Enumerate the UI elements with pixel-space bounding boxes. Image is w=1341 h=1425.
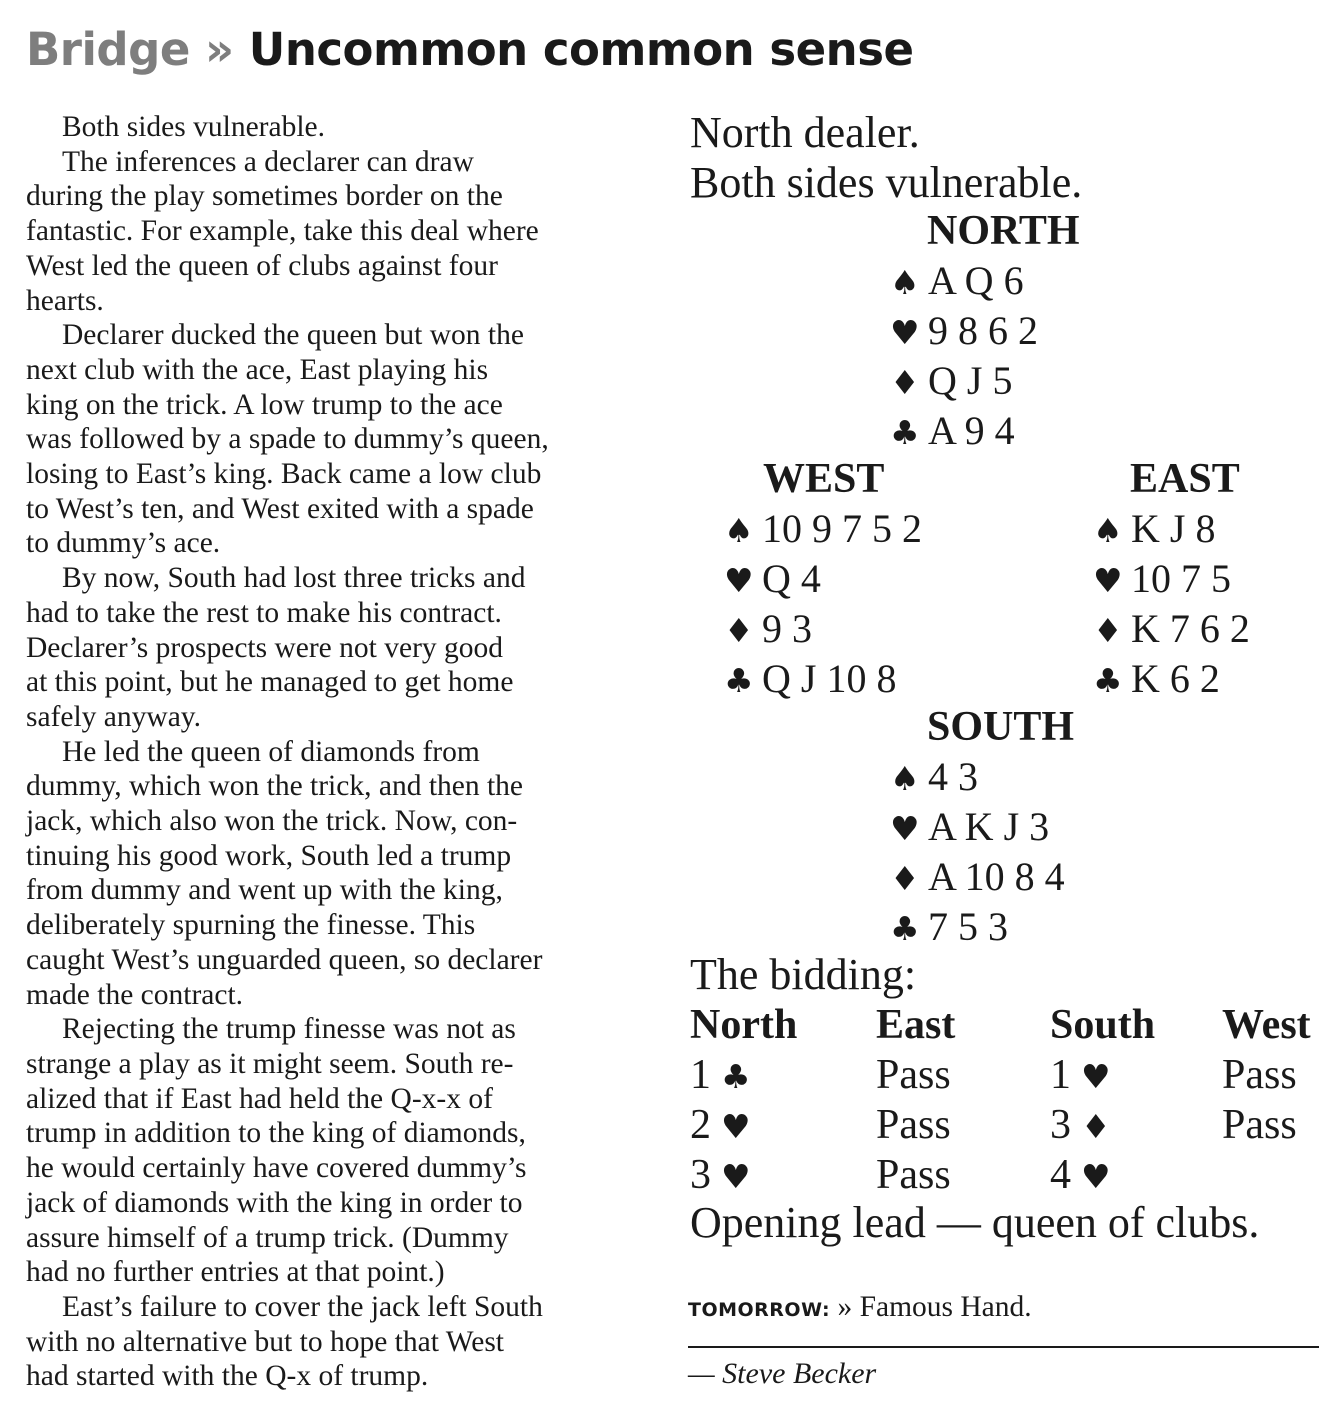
north-spades xyxy=(890,256,1024,308)
bid-south-2: 3 ♦ xyxy=(1050,1100,1111,1152)
west-hearts-cards: Q 4 xyxy=(762,556,821,601)
spade-icon: ♠ xyxy=(1093,511,1123,550)
west-spades-cards: 10 9 7 5 2 xyxy=(762,506,922,551)
heart-icon: ♥ xyxy=(1093,561,1123,600)
article-line: Declarer ducked the queen but won the xyxy=(62,319,524,352)
north-hearts xyxy=(890,306,1038,358)
article-line: made the contract. xyxy=(26,978,244,1011)
article-line: had started with the Q-x of trump. xyxy=(26,1360,429,1393)
article-line: West led the queen of clubs against four xyxy=(26,249,498,282)
article-line: He led the queen of diamonds from xyxy=(62,735,480,768)
club-icon: ♣ xyxy=(721,1057,751,1096)
bid-east-2: Pass xyxy=(876,1102,951,1148)
tomorrow-arrow: » xyxy=(837,1291,853,1323)
south-diamonds xyxy=(890,852,1065,904)
west-clubs-cards: Q J 10 8 xyxy=(762,656,897,701)
club-icon: ♣ xyxy=(724,661,754,700)
article-line: to dummy’s ace. xyxy=(26,527,221,560)
north-label: NORTH xyxy=(927,208,1080,254)
article-line: during the play sometimes border on the xyxy=(26,180,503,213)
east-diamonds xyxy=(1093,604,1250,656)
article-line: from dummy and went up with the king, xyxy=(26,874,503,907)
article-line: jack of diamonds with the king in order to xyxy=(26,1186,523,1219)
article-line: to West’s ten, and West exited with a spade xyxy=(26,492,534,525)
article-line: Declarer’s prospects were not very good xyxy=(26,631,504,664)
south-hearts-cards: A K J 3 xyxy=(928,804,1050,849)
west-diamonds xyxy=(724,604,812,656)
separator: » xyxy=(205,23,234,76)
bid-north-1: 1 ♣ xyxy=(690,1050,751,1102)
east-diamonds-cards: K 7 6 2 xyxy=(1131,606,1250,651)
article-line: The inferences a declarer can draw xyxy=(62,145,474,178)
tomorrow-teaser xyxy=(688,1290,1032,1327)
south-spades-cards: 4 3 xyxy=(928,754,978,799)
east-clubs xyxy=(1093,654,1220,706)
divider-rule xyxy=(688,1346,1319,1348)
bid-east-1: Pass xyxy=(876,1052,951,1098)
south-clubs-cards: 7 5 3 xyxy=(928,904,1008,949)
article-line: deliberately spurning the finesse. This xyxy=(26,909,476,942)
dealer-line: North dealer. xyxy=(690,108,920,157)
article-line: By now, South had lost three tricks and xyxy=(62,562,526,595)
article-line: king on the trick. A low trump to the ace xyxy=(26,388,503,421)
south-clubs xyxy=(890,902,1008,954)
article-line: jack, which also won the trick. Now, con- xyxy=(26,805,518,838)
north-diamonds xyxy=(890,356,1012,408)
west-hearts xyxy=(724,554,821,606)
article-line: hearts. xyxy=(26,284,104,317)
diamond-icon: ♦ xyxy=(724,611,754,650)
north-hearts-cards: 9 8 6 2 xyxy=(928,308,1038,353)
bid-south-1: 1 ♥ xyxy=(1050,1050,1111,1102)
east-hearts xyxy=(1093,554,1231,606)
article-line: with no alternative but to hope that West xyxy=(26,1325,504,1358)
article-line: safely anyway. xyxy=(26,700,202,733)
west-label: WEST xyxy=(763,456,885,502)
heart-icon: ♥ xyxy=(890,313,920,352)
article-line: assure himself of a trump trick. (Dummy xyxy=(26,1221,509,1254)
article-line: Both sides vulnerable. xyxy=(62,111,325,143)
north-spades-cards: A Q 6 xyxy=(928,258,1024,303)
opening-lead: Opening lead — queen of clubs. xyxy=(690,1198,1260,1247)
article-line: alized that if East had held the Q-x-x of xyxy=(26,1082,493,1115)
north-clubs-cards: A 9 4 xyxy=(928,408,1015,453)
article-line: had no further entries at that point.) xyxy=(26,1256,445,1289)
heart-icon: ♥ xyxy=(724,561,754,600)
section-name: Bridge xyxy=(26,23,190,76)
headline xyxy=(26,22,914,78)
article-line: East’s failure to cover the jack left South xyxy=(62,1290,543,1323)
club-icon: ♣ xyxy=(1093,661,1123,700)
heart-icon: ♥ xyxy=(1081,1157,1111,1196)
byline: — Steve Becker xyxy=(688,1357,877,1390)
spade-icon: ♠ xyxy=(890,759,920,798)
bid-east-3: Pass xyxy=(876,1152,951,1198)
south-hearts xyxy=(890,802,1049,854)
west-clubs xyxy=(724,654,896,706)
club-icon: ♣ xyxy=(890,413,920,452)
bid-header-south: South xyxy=(1050,1002,1156,1048)
diamond-icon: ♦ xyxy=(1093,611,1123,650)
spade-icon: ♠ xyxy=(724,511,754,550)
bid-header-west: West xyxy=(1222,1002,1311,1048)
east-hearts-cards: 10 7 5 xyxy=(1131,556,1231,601)
bid-west-2: Pass xyxy=(1222,1102,1297,1148)
article-title: Uncommon common sense xyxy=(248,23,914,76)
article-body xyxy=(26,110,666,1394)
north-diamonds-cards: Q J 5 xyxy=(928,358,1013,403)
article-line: strange a play as it might seem. South re- xyxy=(26,1047,514,1080)
article-line: tinuing his good work, South led a trump xyxy=(26,839,512,872)
south-diamonds-cards: A 10 8 4 xyxy=(928,854,1065,899)
article-line: Rejecting the trump finesse was not as xyxy=(62,1013,516,1046)
north-clubs xyxy=(890,406,1015,458)
bid-north-3: 3 ♥ xyxy=(690,1150,751,1202)
article-line: he would certainly have covered dummy’s xyxy=(26,1152,527,1185)
spade-icon: ♠ xyxy=(890,263,920,302)
heart-icon: ♥ xyxy=(721,1107,751,1146)
west-diamonds-cards: 9 3 xyxy=(762,606,812,651)
article-line: caught West’s unguarded queen, so declarer xyxy=(26,943,543,976)
south-spades xyxy=(890,752,978,804)
article-line: next club with the ace, East playing his xyxy=(26,353,489,386)
east-label: EAST xyxy=(1130,456,1240,502)
article-line: was followed by a spade to dummy’s queen, xyxy=(26,423,549,456)
bid-north-2: 2 ♥ xyxy=(690,1100,751,1152)
article-line: losing to East’s king. Back came a low club xyxy=(26,458,542,491)
tomorrow-label: TOMORROW: xyxy=(688,1299,831,1321)
bid-south-3: 4 ♥ xyxy=(1050,1150,1111,1202)
heart-icon: ♥ xyxy=(890,809,920,848)
article-line: dummy, which won the trick, and then the xyxy=(26,770,524,803)
article-line: trump in addition to the king of diamonds, xyxy=(26,1117,526,1150)
east-clubs-cards: K 6 2 xyxy=(1131,656,1220,701)
south-label: SOUTH xyxy=(927,704,1075,750)
bid-header-east: East xyxy=(876,1002,956,1048)
heart-icon: ♥ xyxy=(1081,1057,1111,1096)
vulnerability-line: Both sides vulnerable. xyxy=(690,158,1083,207)
bid-header-north: North xyxy=(690,1002,798,1048)
east-spades xyxy=(1093,504,1215,556)
heart-icon: ♥ xyxy=(721,1157,751,1196)
bid-west-1: Pass xyxy=(1222,1052,1297,1098)
east-spades-cards: K J 8 xyxy=(1131,506,1216,551)
article-line: fantastic. For example, take this deal where xyxy=(26,215,539,248)
tomorrow-text: Famous Hand. xyxy=(859,1291,1032,1323)
bidding-title: The bidding: xyxy=(690,950,917,999)
diamond-icon: ♦ xyxy=(890,363,920,402)
west-spades xyxy=(724,504,922,556)
article-line: at this point, but he managed to get home xyxy=(26,666,514,699)
diamond-icon: ♦ xyxy=(890,859,920,898)
diamond-icon: ♦ xyxy=(1081,1107,1111,1146)
club-icon: ♣ xyxy=(890,909,920,948)
article-line: had to take the rest to make his contract. xyxy=(26,596,502,629)
